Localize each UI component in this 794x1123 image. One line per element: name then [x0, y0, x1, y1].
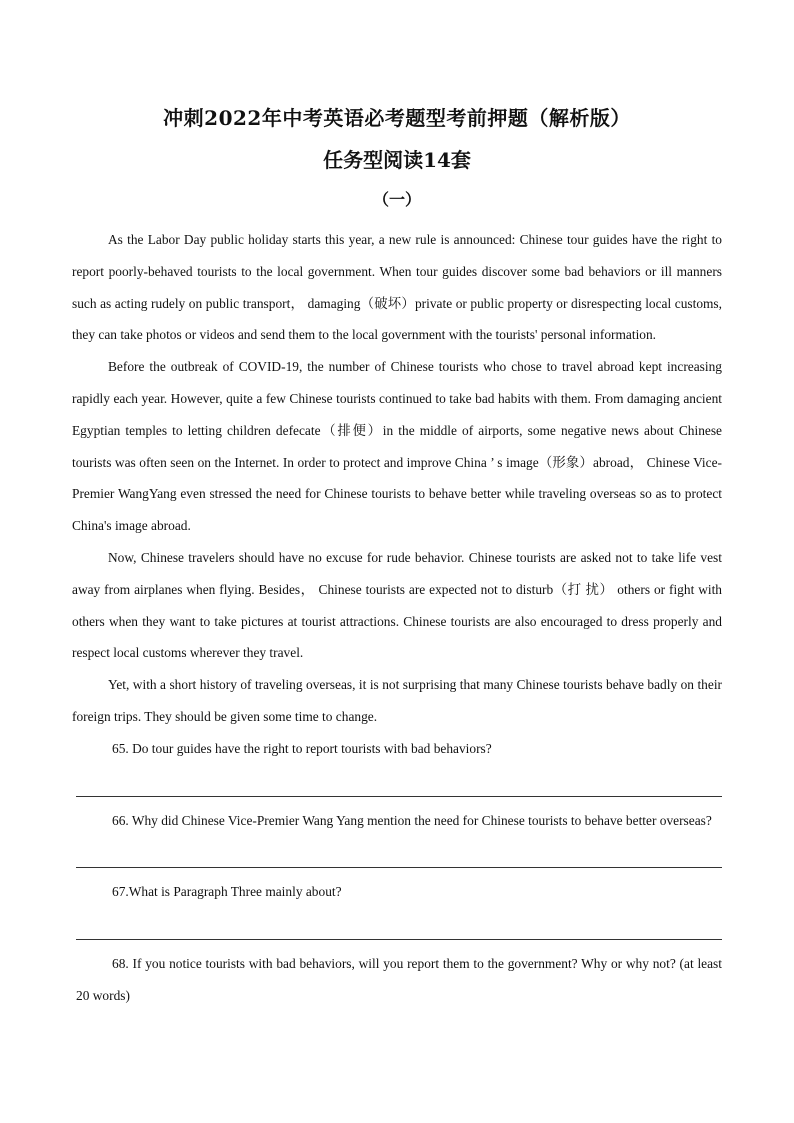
- section-number: （一）: [372, 190, 421, 209]
- question-66: 66. Why did Chinese Vice-Premier Wang Yang mention the need for Chinese tourists to behave better overseas?: [112, 812, 712, 828]
- paragraph-2: Before the outbreak of COVID-19, the number of Chinese tourists who chose to travel abroad kept increasing rapidly each year. However, quite a few Chinese tourists continued to take bad habits with them. From damaging ancient Egyptian temples to letting children defecate（排便）in the middle of airports, some negative news about Chinese tourists was often seen on the Internet. In order to protect and improve China ’ s image（形象）abroad， Chinese Vice-Premier WangYang even stressed the need for Chinese tourists to behave better while traveling overseas so as to protect China's image abroad.: [72, 359, 722, 534]
- question-68: 68. If you notice tourists with bad behaviors, will you report them to the government? Why or why not? (at least 20 words): [76, 956, 722, 1003]
- answer-line-67[interactable]: [76, 908, 722, 940]
- passage-body: [72, 224, 722, 1012]
- document-title: 冲刺2022年中考英语必考题型考前押题（解析版）: [163, 106, 631, 130]
- paragraph-3: Now, Chinese travelers should have no excuse for rude behavior. Chinese tourists are asked not to take life vest away from airplanes when flying. Besides， Chinese tourists are expected not to disturb（打 扰） others or fight with others when they want to take pictures at tourist attractions. Chinese tourists are also encouraged to dress properly and respect local customs wherever they travel.: [72, 549, 722, 661]
- document-subtitle: 任务型阅读14套: [323, 148, 471, 172]
- paragraph-1: As the Labor Day public holiday starts this year, a new rule is announced: Chinese tour guides have the right to report poorly-behaved tourists to the local government. When tour guides discover some bad behaviors or ill manners such as acting rudely on public transport， damaging（破坏）private or public property or disrespecting local customs, they can take photos or videos and send them to the local government with the tourists' personal information.: [72, 232, 722, 343]
- answer-line-65[interactable]: [76, 765, 722, 797]
- answer-line-66[interactable]: [76, 836, 722, 868]
- question-65: 65. Do tour guides have the right to report tourists with bad behaviors?: [112, 740, 492, 756]
- paragraph-4: Yet, with a short history of traveling overseas, it is not surprising that many Chinese tourists behave badly on their foreign trips. They should be given some time to change.: [72, 677, 722, 724]
- question-67: 67.What is Paragraph Three mainly about?: [112, 884, 342, 900]
